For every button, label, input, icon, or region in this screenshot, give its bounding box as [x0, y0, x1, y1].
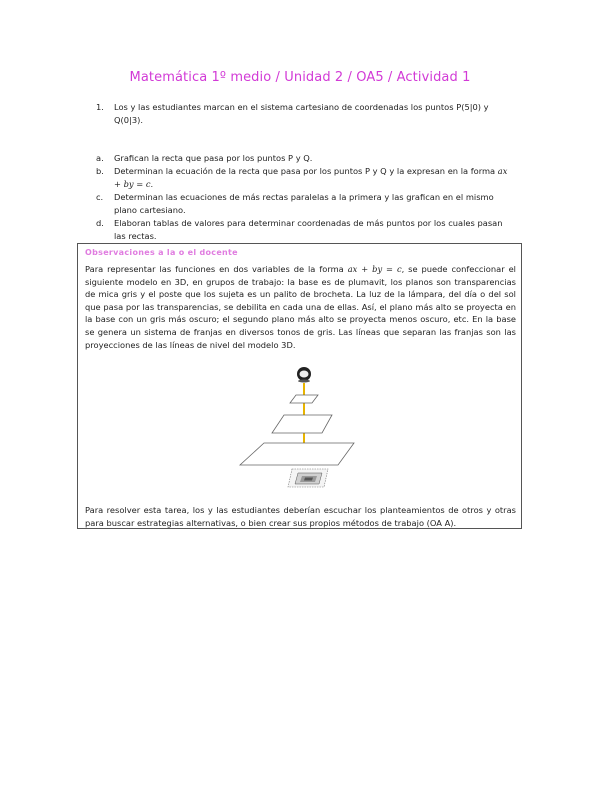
- task-list: [96, 152, 516, 243]
- teacher-notes-closing: Para resolver esta tarea, los y las estudiantes deberían escuchar los planteamientos de otros y otras para buscar estrategias alternativas, o bien crear sus propios métodos de trabajo (OA A).: [85, 505, 516, 528]
- item-letter: d.: [96, 218, 104, 228]
- teacher-notes-box: [77, 243, 522, 529]
- item-text: Grafican la recta que pasa por los puntos P y Q.: [114, 153, 313, 163]
- task-intro-text: Los y las estudiantes marcan en el sistema cartesiano de coordenadas los puntos P(5|0) y Q(0|3).: [114, 102, 489, 125]
- item-letter: b.: [96, 166, 104, 176]
- item-letter: c.: [96, 192, 104, 202]
- p1-after: , se puede confeccionar el siguiente modelo en 3D, en grupos de trabajo: la base es de plumavit, los planos son transparencias de mica gris y el poste que los sujeta es un palito de brocheta. La luz de la lámpara, del día o del sol que pasa por las transparencias, se debilita en cada una de ellas. Así, el plano más alto se proyecta en la base con un gris más oscuro; el segundo plano más alto se proyecta menos oscuro, etc. En la base se genera un sistema de franjas en diversos tonos de gris. Las líneas que separan las franjas son las proyecciones de las líneas de nivel del modelo 3D.: [85, 264, 516, 350]
- item-text-before: Determinan la ecuación de la recta que pasa por los puntos P y Q y la expresan en la forma: [114, 166, 498, 176]
- teacher-notes-paragraph: [85, 263, 516, 351]
- equation-form: ax + by = c: [114, 166, 508, 189]
- bottom-plane: [240, 443, 354, 465]
- list-item: [96, 217, 516, 243]
- list-item: [96, 152, 516, 165]
- item-text-after: .: [150, 179, 154, 189]
- base-projection: [288, 469, 328, 487]
- top-plane: [290, 395, 318, 403]
- task-number: 1.: [96, 102, 104, 112]
- p1-equation: ax + by = c: [347, 264, 402, 274]
- layered-planes-diagram: [236, 365, 366, 489]
- list-item: [96, 165, 516, 191]
- middle-plane: [272, 415, 332, 433]
- page-title: Matemática 1º medio / Unidad 2 / OA5 / Actividad 1: [129, 70, 471, 85]
- list-item: [96, 191, 516, 217]
- teacher-notes-title: Observaciones a la o el docente: [85, 248, 238, 257]
- item-text: [114, 165, 516, 191]
- item-letter: a.: [96, 153, 104, 163]
- p1-before: Para representar las funciones en dos variables de la forma: [85, 264, 348, 274]
- item-text: Elaboran tablas de valores para determinar coordenadas de más puntos por los cuales pasan las rectas.: [114, 218, 503, 241]
- item-text: Determinan las ecuaciones de más rectas paralelas a la primera y las grafican en el mismo plano cartesiano.: [114, 192, 494, 215]
- lamp-icon: [297, 367, 311, 383]
